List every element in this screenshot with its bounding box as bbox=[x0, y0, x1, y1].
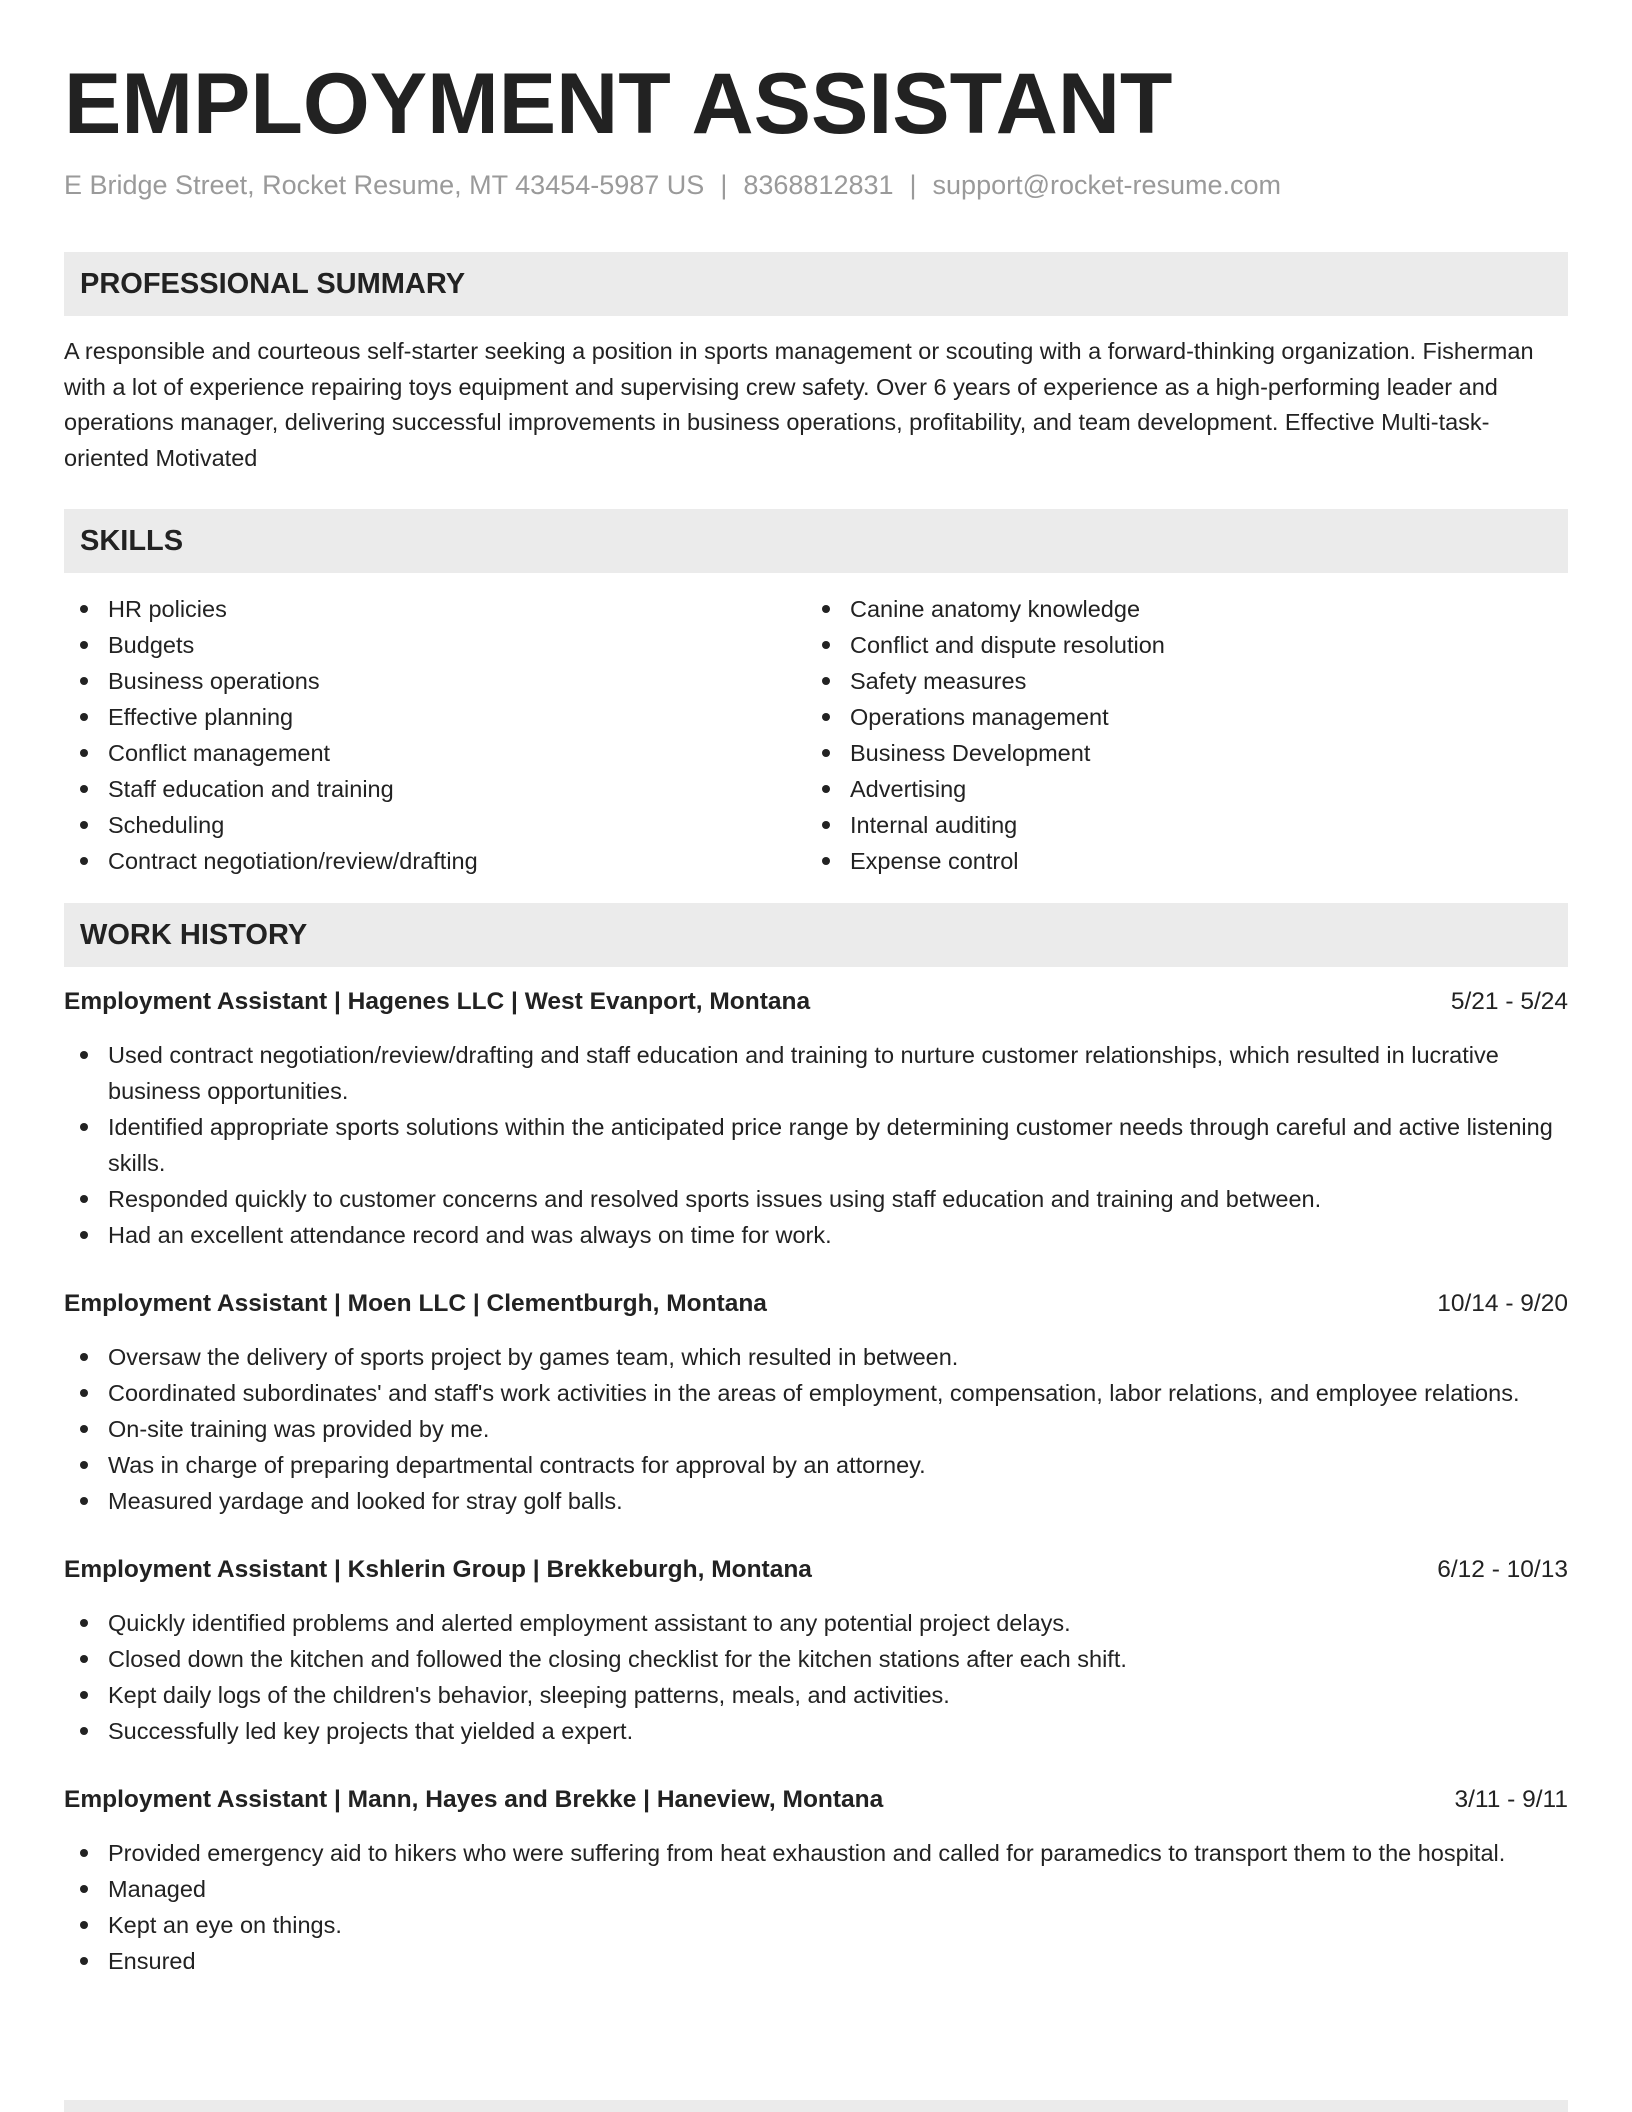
job-bullet: Identified appropriate sports solutions within the anticipated price range by determining customer needs through careful and active listening skills. bbox=[64, 1109, 1568, 1181]
skills-left-column bbox=[64, 591, 806, 879]
job-dates: 10/14 - 9/20 bbox=[1437, 1290, 1568, 1317]
skill-item: Effective planning bbox=[64, 699, 806, 735]
skills-grid bbox=[64, 591, 1568, 879]
skill-item: HR policies bbox=[64, 591, 806, 627]
job-bullet: Had an excellent attendance record and was always on time for work. bbox=[64, 1217, 1568, 1253]
summary-heading: PROFESSIONAL SUMMARY bbox=[80, 267, 466, 300]
skill-item: Operations management bbox=[806, 699, 1548, 735]
summary-text: A responsible and courteous self-starter seeking a position in sports management or scouting with a forward-thinking organization. Fisherman with a lot of experience repairing toys equipment and supervising crew safety. Over 6 years of experience as a high-performing leader and operations manager, delivering successful improvements in business operations, profitability, and team development. Effective Multi-task-oriented Motivated bbox=[64, 338, 1534, 471]
job-bullet: Used contract negotiation/review/drafting and staff education and training to nurture customer relationships, which resulted in lucrative business opportunities. bbox=[64, 1037, 1568, 1109]
job-bullets bbox=[64, 1835, 1568, 1979]
job-bullets bbox=[64, 1339, 1568, 1519]
skill-item: Staff education and training bbox=[64, 771, 806, 807]
skill-item: Budgets bbox=[64, 627, 806, 663]
skill-item: Expense control bbox=[806, 843, 1548, 879]
contact-separator: | bbox=[909, 170, 917, 200]
job-bullet: Oversaw the delivery of sports project by games team, which resulted in between. bbox=[64, 1339, 1568, 1375]
job-bullet: Kept an eye on things. bbox=[64, 1907, 1568, 1943]
skills-right-column bbox=[806, 591, 1548, 879]
skill-item: Business Development bbox=[806, 735, 1548, 771]
email: support@rocket-resume.com bbox=[932, 170, 1282, 200]
next-section-header-band bbox=[64, 2100, 1568, 2112]
skill-item: Business operations bbox=[64, 663, 806, 699]
job-bullet: Was in charge of preparing departmental contracts for approval by an attorney. bbox=[64, 1447, 1568, 1483]
resume-page bbox=[64, 0, 1568, 1979]
job-bullets bbox=[64, 1605, 1568, 1749]
job-bullet: Managed bbox=[64, 1871, 1568, 1907]
job-entry bbox=[64, 985, 1568, 1253]
job-entry bbox=[64, 1287, 1568, 1519]
job-dates: 6/12 - 10/13 bbox=[1437, 1556, 1568, 1583]
skill-item: Internal auditing bbox=[806, 807, 1548, 843]
work-history-section-header bbox=[64, 903, 1568, 967]
job-bullet: Provided emergency aid to hikers who were suffering from heat exhaustion and called for paramedics to transport them to the hospital. bbox=[64, 1835, 1568, 1871]
job-bullet: Kept daily logs of the children's behavior, sleeping patterns, meals, and activities. bbox=[64, 1677, 1568, 1713]
skill-item: Conflict and dispute resolution bbox=[806, 627, 1548, 663]
job-dates: 3/11 - 9/11 bbox=[1454, 1786, 1568, 1813]
skill-item: Advertising bbox=[806, 771, 1548, 807]
job-bullet: On-site training was provided by me. bbox=[64, 1411, 1568, 1447]
job-header bbox=[64, 1287, 1568, 1321]
skills-section-header bbox=[64, 509, 1568, 573]
job-bullet: Ensured bbox=[64, 1943, 1568, 1979]
skill-item: Canine anatomy knowledge bbox=[806, 591, 1548, 627]
job-entry bbox=[64, 1783, 1568, 1979]
job-header bbox=[64, 1553, 1568, 1587]
skill-item: Safety measures bbox=[806, 663, 1548, 699]
job-bullet: Measured yardage and looked for stray golf balls. bbox=[64, 1483, 1568, 1519]
contact-line bbox=[64, 168, 1568, 202]
address: E Bridge Street, Rocket Resume, MT 43454-5987 US bbox=[64, 170, 705, 200]
contact-separator: | bbox=[720, 170, 728, 200]
candidate-name: EMPLOYMENT ASSISTANT bbox=[64, 56, 1173, 152]
job-title: Employment Assistant | Moen LLC | Clementburgh, Montana bbox=[64, 1290, 767, 1317]
job-title: Employment Assistant | Hagenes LLC | West Evanport, Montana bbox=[64, 988, 811, 1015]
job-header bbox=[64, 985, 1568, 1019]
phone: 8368812831 bbox=[743, 170, 894, 200]
skill-item: Conflict management bbox=[64, 735, 806, 771]
job-bullet: Coordinated subordinates' and staff's work activities in the areas of employment, compensation, labor relations, and employee relations. bbox=[64, 1375, 1568, 1411]
skill-item: Scheduling bbox=[64, 807, 806, 843]
job-bullet: Quickly identified problems and alerted employment assistant to any potential project delays. bbox=[64, 1605, 1568, 1641]
job-title: Employment Assistant | Kshlerin Group | Brekkeburgh, Montana bbox=[64, 1556, 812, 1583]
job-bullet: Responded quickly to customer concerns and resolved sports issues using staff education and training and between. bbox=[64, 1181, 1568, 1217]
job-bullet: Successfully led key projects that yielded a expert. bbox=[64, 1713, 1568, 1749]
summary-section-header bbox=[64, 252, 1568, 316]
work-history-heading: WORK HISTORY bbox=[80, 918, 308, 951]
skills-heading: SKILLS bbox=[80, 524, 184, 557]
skill-item: Contract negotiation/review/drafting bbox=[64, 843, 806, 879]
job-bullets bbox=[64, 1037, 1568, 1253]
job-header bbox=[64, 1783, 1568, 1817]
job-dates: 5/21 - 5/24 bbox=[1450, 988, 1568, 1015]
job-bullet: Closed down the kitchen and followed the closing checklist for the kitchen stations after each shift. bbox=[64, 1641, 1568, 1677]
job-entry bbox=[64, 1553, 1568, 1749]
job-title: Employment Assistant | Mann, Hayes and Brekke | Haneview, Montana bbox=[64, 1786, 884, 1813]
